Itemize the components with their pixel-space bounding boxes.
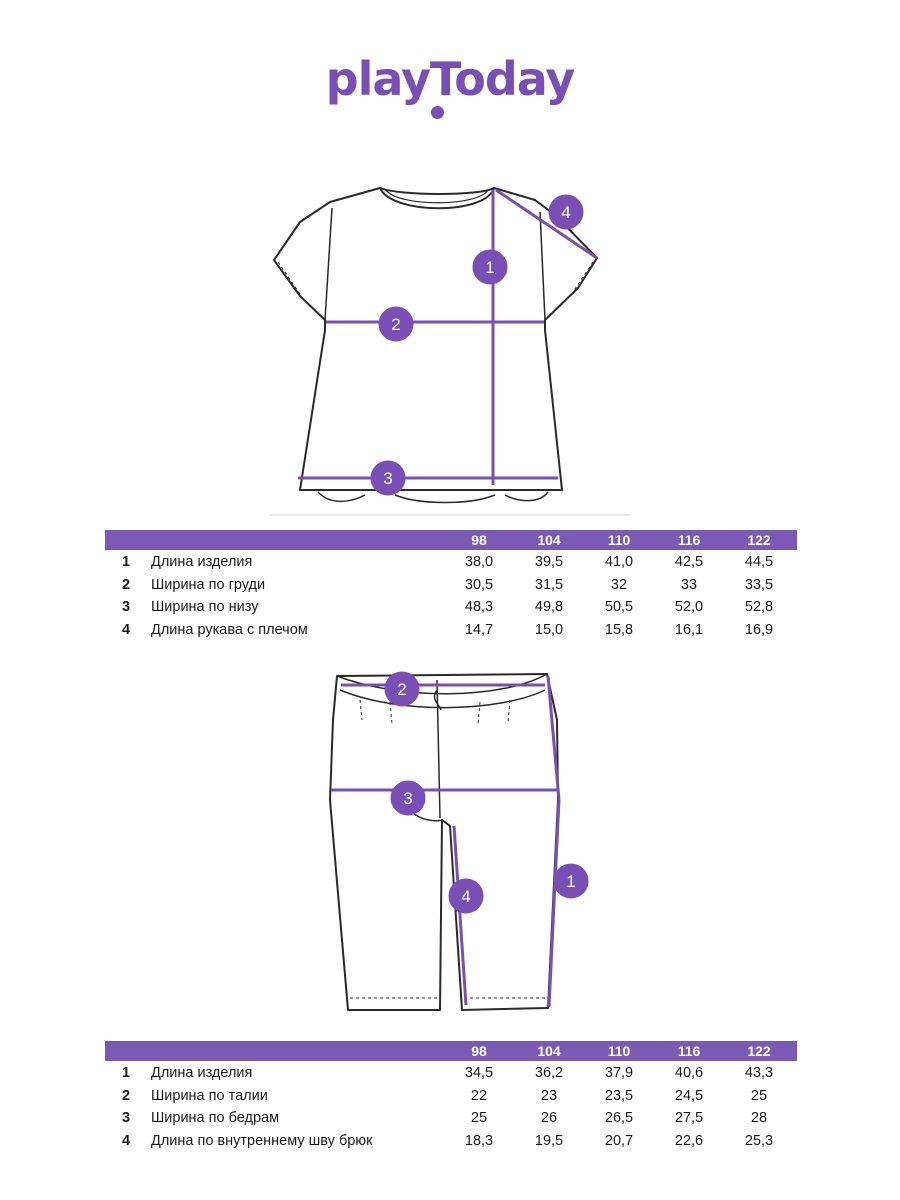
row-number: 4 <box>122 621 131 638</box>
marker-1-label: 1 <box>485 258 495 277</box>
tshirt-size-table <box>105 530 797 640</box>
row-label: Ширина по талии <box>151 1087 268 1104</box>
cell: 25 <box>750 1087 768 1104</box>
cell: 20,7 <box>604 1132 634 1149</box>
cell: 49,8 <box>534 599 564 615</box>
cell: 36,2 <box>534 1065 564 1081</box>
table-header <box>105 530 797 550</box>
cell: 16,1 <box>674 621 704 638</box>
pants-waistband <box>337 674 547 708</box>
cell: 39,5 <box>534 554 564 570</box>
row-number: 2 <box>122 1087 131 1104</box>
cell: 25,3 <box>744 1132 774 1149</box>
cell: 23,5 <box>604 1087 634 1104</box>
row-number: 1 <box>122 554 131 570</box>
cell: 15,8 <box>604 621 634 638</box>
marker-4-label: 4 <box>561 203 571 222</box>
cell: 50,5 <box>604 599 634 615</box>
row-number: 1 <box>122 1065 131 1081</box>
size-header: 98 <box>471 532 487 548</box>
marker-3-label: 3 <box>383 469 393 488</box>
logo-dot <box>431 106 444 119</box>
cell: 26,5 <box>604 1110 634 1126</box>
cell: 14,7 <box>464 621 494 638</box>
cell: 48,3 <box>464 599 494 615</box>
cell: 33,5 <box>744 576 774 593</box>
table-header <box>105 1041 797 1061</box>
size-header: 104 <box>537 1043 561 1059</box>
cell: 26 <box>540 1110 558 1126</box>
cell: 44,5 <box>744 554 774 570</box>
cell: 37,9 <box>604 1065 634 1081</box>
cell: 42,5 <box>674 554 704 570</box>
cell: 31,5 <box>534 576 564 593</box>
row-number: 3 <box>122 599 131 615</box>
table-row <box>105 595 797 618</box>
row-number: 4 <box>122 1132 131 1149</box>
size-header: 104 <box>537 532 561 548</box>
table-row <box>105 1084 797 1107</box>
cell: 22 <box>470 1087 488 1104</box>
cell: 52,8 <box>744 599 774 615</box>
size-header: 116 <box>677 1043 701 1059</box>
row-label: Длина изделия <box>151 554 253 570</box>
cell: 22,6 <box>674 1132 704 1149</box>
marker-4-label: 4 <box>461 887 471 906</box>
size-header: 116 <box>677 532 701 548</box>
size-header: 98 <box>471 1043 487 1059</box>
table-row <box>105 618 797 641</box>
pants-outline <box>330 674 558 1010</box>
cell: 43,3 <box>744 1065 774 1081</box>
table-row <box>105 1106 797 1129</box>
cell: 19,5 <box>534 1132 564 1149</box>
marker-2-label: 2 <box>397 680 407 699</box>
row-label: Ширина по низу <box>151 599 259 615</box>
row-label: Длина рукава с плечом <box>151 621 308 638</box>
cell: 41,0 <box>604 554 634 570</box>
cell: 15,0 <box>534 621 564 638</box>
cell: 52,0 <box>674 599 704 615</box>
tshirt-hem-ruffle <box>318 492 548 503</box>
cell: 30,5 <box>464 576 494 593</box>
cell: 28 <box>750 1110 768 1126</box>
cell: 27,5 <box>674 1110 704 1126</box>
row-label: Ширина по груди <box>151 576 266 593</box>
marker-1-label: 1 <box>566 872 576 891</box>
cell: 33 <box>680 576 698 593</box>
row-label: Длина изделия <box>151 1065 253 1081</box>
marker-3-label: 3 <box>403 789 413 808</box>
cell: 25 <box>470 1110 488 1126</box>
table-row <box>105 1129 797 1152</box>
tshirt-outline <box>274 188 597 490</box>
pants-size-table <box>105 1041 797 1151</box>
size-header: 110 <box>607 1043 631 1059</box>
tshirt-diagram <box>0 170 900 520</box>
row-number: 2 <box>122 576 131 593</box>
row-label: Длина по внутреннему шву брюк <box>151 1132 373 1149</box>
cell: 34,5 <box>464 1065 494 1081</box>
cell: 40,6 <box>674 1065 704 1081</box>
cell: 24,5 <box>674 1087 704 1104</box>
cell: 18,3 <box>464 1132 494 1149</box>
table-row <box>105 550 797 573</box>
size-header: 122 <box>747 1043 771 1059</box>
brand-logo: playToday <box>325 52 575 106</box>
size-header: 122 <box>747 532 771 548</box>
cell: 23 <box>540 1087 558 1104</box>
size-header: 110 <box>607 532 631 548</box>
row-label: Ширина по бедрам <box>151 1110 280 1126</box>
table-row <box>105 573 797 596</box>
row-number: 3 <box>122 1110 131 1126</box>
pants-diagram <box>0 660 900 1025</box>
cell: 16,9 <box>744 621 774 638</box>
marker-2-label: 2 <box>391 315 401 334</box>
cell: 32 <box>610 576 628 593</box>
table-row <box>105 1061 797 1084</box>
cell: 38,0 <box>464 554 494 570</box>
